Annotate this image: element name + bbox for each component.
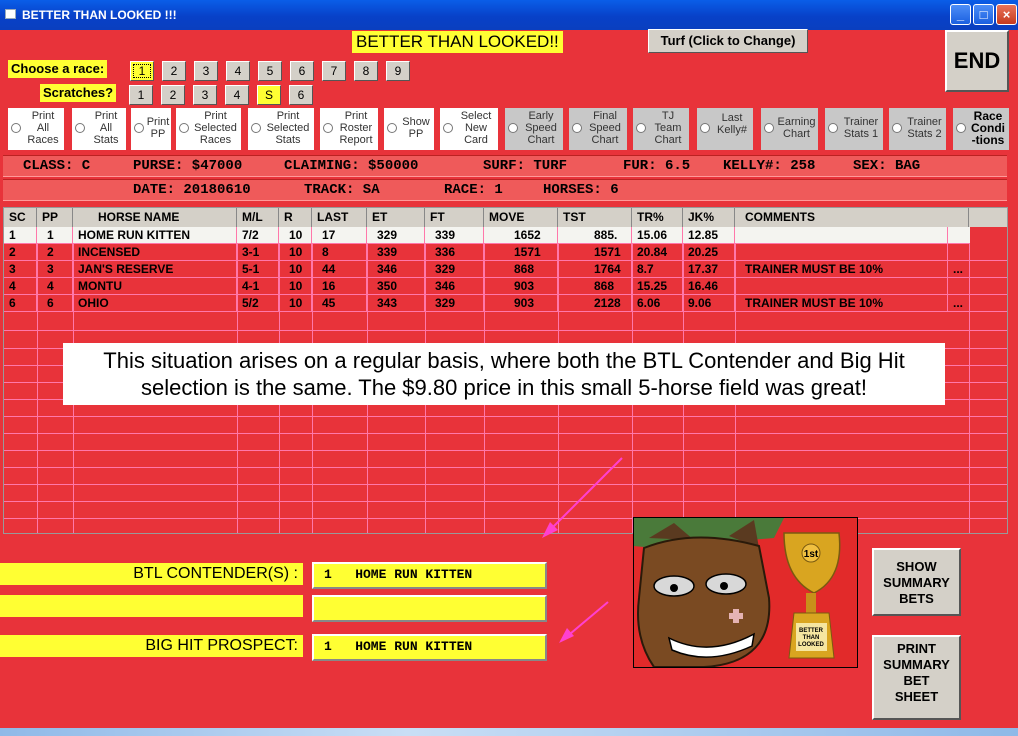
cell-tr: 15.06 [632,227,683,244]
option-last-kelly[interactable]: Last Kelly# [697,108,753,150]
cell-move: 1571 [484,244,558,261]
col-move[interactable]: MOVE [484,208,558,227]
track-info: TRACK: SA [304,182,380,198]
option-select-new-card[interactable]: Select New Card [440,108,498,150]
cell-move: 868 [484,261,558,278]
close-button[interactable]: × [996,4,1017,25]
cell-comments [735,244,948,261]
scratch-button-6[interactable]: 6 [289,85,313,105]
second-label-bar [0,595,303,617]
cell-ft: 336 [425,244,484,261]
race-info-bar [3,155,1007,177]
claiming-info: CLAIMING: $50000 [284,158,419,174]
table-row[interactable] [4,278,1008,295]
cell-ml: 4-1 [237,278,279,295]
race-button-6[interactable]: 6 [290,61,314,81]
cell-ml: 7/2 [237,227,279,244]
option-show-pp[interactable]: Show PP [384,108,434,150]
race-date-bar [3,179,1007,201]
cell-jk: 16.46 [683,278,735,295]
cell-last: 45 [312,295,367,312]
main-form [0,30,1018,736]
cell-r: 10 [279,227,312,244]
race-button-8[interactable]: 8 [354,61,378,81]
cell-tst: 1571 [558,244,632,261]
cell-last: 17 [312,227,367,244]
cell-jk: 20.25 [683,244,735,261]
cell-r: 10 [279,261,312,278]
pupil-right [720,582,728,590]
cell-horse-name: HOME RUN KITTEN [73,227,237,244]
cell-r: 10 [279,278,312,295]
cell-et: 350 [367,278,425,295]
race-button-9[interactable]: 9 [386,61,410,81]
grid-line [4,433,1008,434]
col-r[interactable]: R [279,208,312,227]
show-summary-bets-button[interactable]: SHOW SUMMARY BETS [872,548,961,616]
cell-sc: 1 [4,227,37,244]
col-horse-name[interactable]: HORSE NAME [73,208,237,227]
option-final-speed-chart[interactable]: Final Speed Chart [569,108,627,150]
cell-more[interactable]: ... [953,262,964,276]
cell-ft: 339 [425,227,484,244]
window-title-bar[interactable] [0,0,1018,30]
furlongs-info: FUR: 6.5 [623,158,691,174]
cell-tr: 20.84 [632,244,683,261]
taskbar-strip [0,728,1018,736]
cell-ml: 3-1 [237,244,279,261]
annotation-callout [63,343,945,405]
radio-icon[interactable] [75,123,85,133]
scratches-label: Scratches? [40,84,116,102]
table-row[interactable] [4,295,1008,312]
radio-icon[interactable] [700,123,710,133]
cell-tst: 885. [558,227,632,244]
plaque-text-3: LOOKED [798,642,824,648]
grid-line [4,330,1008,331]
arrow-head-2 [559,628,574,643]
radio-icon[interactable] [572,123,582,133]
radio-icon[interactable] [892,123,902,133]
cell-horse-name: OHIO [73,295,237,312]
cell-horse-name: INCENSED [73,244,237,261]
scratch-button-2[interactable]: 2 [161,85,185,105]
option-early-speed-chart[interactable]: Early Speed Chart [505,108,563,150]
col-sc[interactable]: SC [4,208,37,227]
cell-move: 903 [484,295,558,312]
class-info: CLASS: C [23,158,91,174]
cell-sc: 3 [4,261,37,278]
cell-pp: 2 [37,244,73,261]
trophy-stem [806,593,816,613]
cell-ft: 329 [425,295,484,312]
cell-jk: 9.06 [683,295,735,312]
cell-last: 44 [312,261,367,278]
cell-move: 1652 [484,227,558,244]
cell-more[interactable] [948,278,968,295]
surface-info: SURF: TURF [483,158,568,174]
radio-icon[interactable] [134,123,144,133]
app-icon [5,9,16,19]
cell-comments [735,227,948,244]
horse-trophy-image [634,518,857,667]
col-comments[interactable]: COMMENTS [735,208,969,227]
cell-last: 16 [312,278,367,295]
cell-more[interactable] [948,227,968,244]
cell-more[interactable]: ... [953,296,964,310]
window-title: BETTER THAN LOOKED !!! [22,8,177,22]
grid-line [4,501,1008,502]
table-header [4,208,1008,227]
plaque-text-2: THAN [802,635,820,641]
big-hit-field[interactable]: 1 HOME RUN KITTEN [312,634,547,661]
cell-blank [970,227,1008,244]
table-row[interactable] [4,244,1008,261]
cell-r: 10 [279,244,312,261]
cell-et: 343 [367,295,425,312]
cell-tr: 15.25 [632,278,683,295]
col-ft[interactable]: FT [425,208,484,227]
option-earning-chart[interactable]: Earning Chart [761,108,818,150]
cell-ft: 346 [425,278,484,295]
print-summary-bet-sheet-button[interactable]: PRINT SUMMARY BET SHEET [872,635,961,720]
cell-comments: TRAINER MUST BE 10% [735,295,948,312]
plaque-text-1: BETTER [799,628,823,634]
cell-tst: 2128 [558,295,632,312]
cell-pp: 1 [37,227,73,244]
cell-more[interactable] [948,244,968,261]
cell-comments: TRAINER MUST BE 10% [735,261,948,278]
race-button-3[interactable]: 3 [194,61,218,81]
col-pp[interactable]: PP [37,208,73,227]
cell-et: 329 [367,227,425,244]
cell-et: 346 [367,261,425,278]
option-tj-team-chart[interactable]: TJ Team Chart [633,108,689,150]
table-row[interactable] [4,227,1008,244]
btl-contender-field[interactable]: 1 HOME RUN KITTEN [312,562,547,589]
choose-race-label: Choose a race: [8,60,107,78]
race-button-2[interactable]: 2 [162,61,186,81]
option-print-selected-races[interactable]: Print Selected Races [176,108,241,150]
scratch-button-3[interactable]: 3 [193,85,217,105]
cell-jk: 12.85 [683,227,735,244]
radio-icon[interactable] [443,123,453,133]
col-ml[interactable]: M/L [237,208,279,227]
grid-line [4,416,1008,417]
cell-move: 903 [484,278,558,295]
radio-icon[interactable] [179,123,189,133]
option-print-roster-report[interactable]: Print Roster Report [320,108,378,150]
date-info: DATE: 20180610 [133,182,251,198]
grid-line [4,450,1008,451]
first-badge-text: 1st [803,549,819,560]
app-banner-title: BETTER THAN LOOKED!! [352,31,563,53]
cell-pp: 4 [37,278,73,295]
cell-et: 339 [367,244,425,261]
radio-icon[interactable] [828,123,838,133]
turf-toggle-button[interactable]: Turf (Click to Change) [648,29,808,53]
cell-tr: 8.7 [632,261,683,278]
col-et[interactable]: ET [367,208,425,227]
radio-icon[interactable] [956,123,966,133]
race-button-1[interactable]: 1 [130,61,154,81]
option-race-conditions[interactable]: Race Condi -tions [953,108,1009,150]
end-button[interactable]: END [945,30,1009,92]
cell-ft: 329 [425,261,484,278]
annotation-line-1: This situation arises on a regular basis, where both the BTL Contender and Big Hit [103,348,905,373]
scratch-button-5[interactable]: S [257,85,281,105]
option-print-all-stats[interactable]: Print All Stats [72,108,126,150]
kelly-info: KELLY#: 258 [723,158,816,174]
radio-icon[interactable] [251,123,261,133]
race-button-4[interactable]: 4 [226,61,250,81]
cell-ml: 5/2 [237,295,279,312]
big-hit-label: BIG HIT PROSPECT: [145,637,298,654]
cell-sc: 4 [4,278,37,295]
race-number-info: RACE: 1 [444,182,503,198]
minimize-button[interactable]: _ [950,4,971,25]
cell-tst: 868 [558,278,632,295]
table-row[interactable] [4,261,1008,278]
col-last[interactable]: LAST [312,208,367,227]
cell-horse-name: MONTU [73,278,237,295]
option-print-all-races[interactable]: Print All Races [8,108,64,150]
cell-last: 8 [312,244,367,261]
btl-contender-label: BTL CONTENDER(S) : [133,565,298,582]
radio-icon[interactable] [508,123,518,133]
cell-r: 10 [279,295,312,312]
radio-icon[interactable] [636,123,646,133]
pupil-left [670,584,678,592]
secondary-contender-field[interactable] [312,595,547,622]
cell-sc: 6 [4,295,37,312]
scratch-button-4[interactable]: 4 [225,85,249,105]
col-tr[interactable]: TR% [632,208,683,227]
race-button-7[interactable]: 7 [322,61,346,81]
purse-info: PURSE: $47000 [133,158,243,174]
radio-icon[interactable] [387,123,397,133]
horses-count-info: HORSES: 6 [543,182,619,198]
race-button-5[interactable]: 5 [258,61,282,81]
maximize-button[interactable]: □ [973,4,994,25]
arrow-line-1 [546,458,622,534]
scratch-button-1[interactable]: 1 [129,85,153,105]
col-blank [969,208,1008,227]
col-tst[interactable]: TST [558,208,632,227]
cell-tst: 1764 [558,261,632,278]
radio-icon[interactable] [764,123,774,133]
annotation-line-2: selection is the same. The $9.80 price in this small 5-horse field was great! [141,375,867,400]
option-trainer-stats-1[interactable]: Trainer Stats 1 [825,108,883,150]
grid-line [4,467,1008,468]
cell-comments [735,278,948,295]
cell-horse-name: JAN'S RESERVE [73,261,237,278]
bandage-cross [733,609,739,623]
cell-pp: 6 [37,295,73,312]
option-trainer-stats-2[interactable]: Trainer Stats 2 [889,108,946,150]
radio-icon[interactable] [11,123,21,133]
cell-sc: 2 [4,244,37,261]
option-print-selected-stats[interactable]: Print Selected Stats [248,108,314,150]
grid-line [4,484,1008,485]
col-jk[interactable]: JK% [683,208,735,227]
radio-icon[interactable] [323,123,333,133]
cell-ml: 5-1 [237,261,279,278]
cell-pp: 3 [37,261,73,278]
btl-logo [633,517,858,668]
cell-jk: 17.37 [683,261,735,278]
cell-tr: 6.06 [632,295,683,312]
sex-info: SEX: BAG [853,158,921,174]
option-print-pp[interactable]: Print PP [131,108,171,150]
